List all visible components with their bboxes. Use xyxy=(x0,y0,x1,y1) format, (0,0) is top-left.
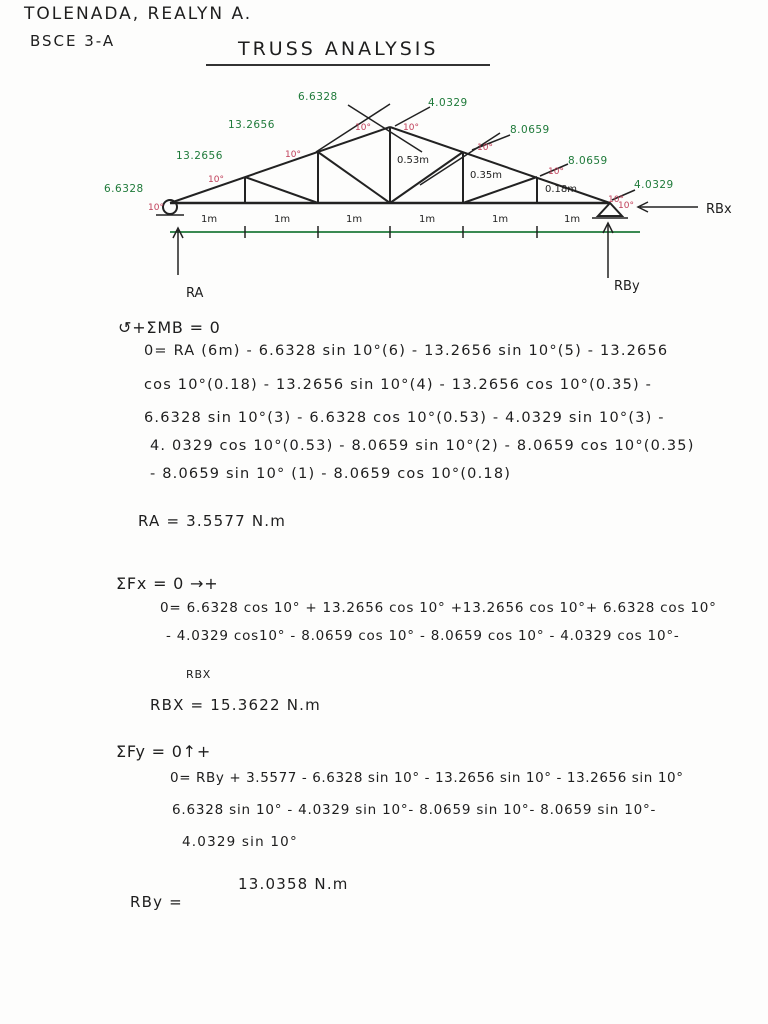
rbx-label: RBX xyxy=(186,668,212,681)
fx-line: - 4.0329 cos10° - 8.0659 cos 10° - 8.0659 cos 10° - 4.0329 cos 10°- xyxy=(166,628,680,644)
moment-line: 4. 0329 cos 10°(0.53) - 8.0659 sin 10°(2) - 8.0659 cos 10°(0.35) xyxy=(150,438,695,454)
ra-result: RA = 3.5577 N.m xyxy=(138,512,287,530)
rby-result: 13.0358 N.m xyxy=(238,875,349,893)
load-label: 4.0329 xyxy=(634,179,674,191)
span-label: 1m xyxy=(346,214,363,225)
angle-label: 10° xyxy=(618,201,634,211)
top-chord-left xyxy=(170,127,390,203)
truss-diagram xyxy=(0,0,768,310)
span-label: 1m xyxy=(274,214,291,225)
fy-line: 6.6328 sin 10° - 4.0329 sin 10°- 8.0659 sin 10°- 8.0659 sin 10°- xyxy=(172,802,657,818)
angle-label: 10° xyxy=(208,175,224,185)
moment-line: cos 10°(0.18) - 13.2656 sin 10°(4) - 13.2656 cos 10°(0.35) - xyxy=(144,377,653,393)
moment-line: 6.6328 sin 10°(3) - 6.6328 cos 10°(0.53) - 4.0329 sin 10°(3) - xyxy=(144,410,665,426)
fx-heading: ΣFx = 0 →+ xyxy=(116,574,219,593)
height-label: 0.18m xyxy=(545,184,578,195)
angle-label: 10° xyxy=(548,167,564,177)
angle-label: 10° xyxy=(477,143,493,153)
height-label: 0.35m xyxy=(470,170,503,181)
rby-label: RBy = xyxy=(130,893,183,911)
load-label: 4.0329 xyxy=(428,97,468,109)
diagonal-member xyxy=(245,177,318,203)
fy-line: 0= RBy + 3.5577 - 6.6328 sin 10° - 13.2656 sin 10° - 13.2656 sin 10° xyxy=(170,770,684,786)
load-label: 13.2656 xyxy=(228,119,275,131)
reaction-label-rbx: RBx xyxy=(706,202,732,217)
height-label: 0.53m xyxy=(397,155,430,166)
fx-line: 0= 6.6328 cos 10° + 13.2656 cos 10° +13.2656 cos 10°+ 6.6328 cos 10° xyxy=(160,600,717,616)
student-section: BSCE 3-A xyxy=(30,32,116,50)
diagonal-member xyxy=(318,152,390,203)
load-label: 8.0659 xyxy=(568,155,608,167)
load-label: 6.6328 xyxy=(298,91,338,103)
load-label: 13.2656 xyxy=(176,150,223,162)
angle-label: 10° xyxy=(403,123,419,133)
rbx-result: RBX = 15.3622 N.m xyxy=(150,696,321,714)
load-label: 8.0659 xyxy=(510,124,550,136)
angle-label: 10° xyxy=(355,123,371,133)
load-label: 6.6328 xyxy=(104,183,144,195)
fy-line: 4.0329 sin 10° xyxy=(182,834,298,850)
page-title: TRUSS ANALYSIS xyxy=(238,38,439,60)
load-line xyxy=(316,104,390,152)
angle-label: 10° xyxy=(285,150,301,160)
span-label: 1m xyxy=(492,214,509,225)
student-name: TOLENADA, REALYN A. xyxy=(24,4,253,24)
span-label: 1m xyxy=(564,214,581,225)
angle-label: 10° xyxy=(608,195,624,205)
span-label: 1m xyxy=(419,214,436,225)
fy-heading: ΣFy = 0↑+ xyxy=(116,742,212,761)
moment-line: 0= RA (6m) - 6.6328 sin 10°(6) - 13.2656 sin 10°(5) - 13.2656 xyxy=(144,343,669,359)
span-label: 1m xyxy=(201,214,218,225)
reaction-label-rby: RBy xyxy=(614,279,640,294)
angle-label: 10° xyxy=(148,203,164,213)
reaction-label-ra: RA xyxy=(186,286,204,301)
moment-heading: ↺+ΣMB = 0 xyxy=(118,318,221,337)
moment-line: - 8.0659 sin 10° (1) - 8.0659 cos 10°(0.18) xyxy=(150,466,512,482)
